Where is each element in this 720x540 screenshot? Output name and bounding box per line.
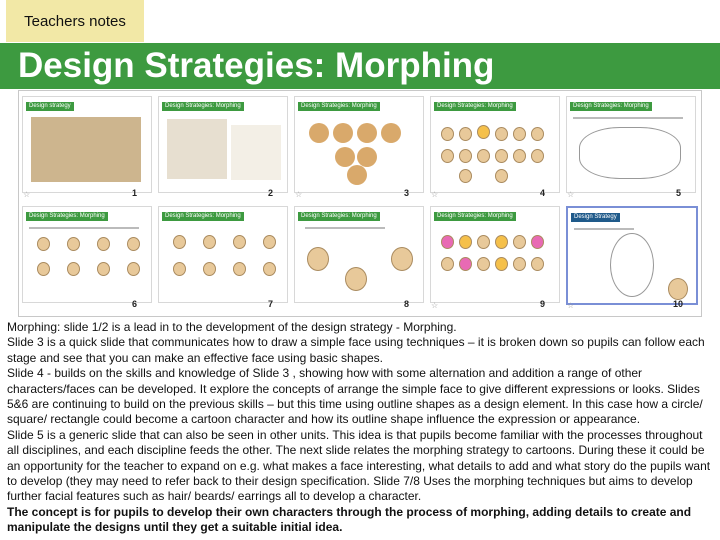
text-line [573, 117, 683, 119]
slide-title: Design Strategies: Morphing [298, 212, 380, 221]
teacher-notes-body [7, 320, 713, 536]
slide-title: Design Strategies: Morphing [162, 102, 244, 111]
note-paragraph: Slide 5 is a generic slide that can also be seen in other units. This idea is that pupils become familiar with the processes throughout all disciplines, and each discipline feeds the other. The next slide relates the morphing strategy to cartoons. During these it could be an opportunity for the teacher to expand on e.g. what makes a face interesting, what details to add and what story do the pupils want to develop (they may need to refer back to their design specification. Slide 7/8 Uses the morphing techniques but aims to develop further facial features such as hair/ beards/ earrings all to develop a character. [7, 427, 711, 504]
slide-thumbnail-7[interactable] [158, 206, 288, 303]
slide-number: 9 [540, 299, 546, 309]
face-shape [381, 123, 401, 143]
transition-icon: ☆ [295, 190, 303, 199]
face-icon [203, 235, 216, 249]
slide-thumbnail-4[interactable] [430, 96, 560, 193]
transition-icon: ☆ [431, 190, 439, 199]
face-icon [459, 169, 472, 183]
slide-image [231, 125, 281, 180]
slide-thumbnail-8[interactable] [294, 206, 424, 303]
face-icon [459, 127, 472, 141]
face-icon [459, 149, 472, 163]
slide-number: 10 [673, 299, 684, 309]
face-icon [531, 149, 544, 163]
slide-thumbnail-10[interactable] [566, 206, 698, 305]
face-icon [531, 235, 544, 249]
face-icon [441, 127, 454, 141]
slide-number: 3 [404, 188, 410, 198]
face-icon [668, 278, 688, 300]
face-icon [263, 235, 276, 249]
face-icon [495, 235, 508, 249]
face-icon [531, 257, 544, 271]
transition-icon: ☆ [567, 301, 575, 310]
slide-thumbnail-9[interactable] [430, 206, 560, 303]
face-icon [37, 237, 50, 251]
text-line [305, 227, 385, 229]
slide-title: Design Strategies: Morphing [162, 212, 244, 221]
face-icon [477, 257, 490, 271]
face-icon [67, 262, 80, 276]
slide-number: 4 [540, 188, 546, 198]
conclusion-paragraph: The concept is for pupils to develop their own characters through the process of morphing, adding details to create and manipulate the designs until they get a suitable initial idea. [7, 504, 692, 535]
face-icon [459, 235, 472, 249]
note-paragraph: Slide 3 is a quick slide that communicates how to draw a simple face using techniques – it is broken down so pupils can follow each stage and see that you can make an effective face using basic shapes. [7, 335, 705, 365]
slide-title: Design Strategies: Morphing [434, 212, 516, 221]
face-shape [357, 123, 377, 143]
text-line [574, 228, 634, 230]
slide-title: Design Strategies: Morphing [26, 212, 108, 221]
text-line [29, 227, 139, 229]
face-icon [495, 127, 508, 141]
slide-sorter [18, 90, 702, 317]
face-icon [513, 127, 526, 141]
face-icon [513, 235, 526, 249]
face-icon [233, 262, 246, 276]
slide-title: Design strategy [26, 102, 74, 111]
face-shape [347, 165, 367, 185]
note-paragraph: Slide 4 - builds on the skills and knowledge of Slide 3 , showing how with some alternation and addition a range of other characters/faces can be developed. It explore the concepts of arrange the simple face to give different expressions or looks. Slides 5&6 are continuing to build on the previous skills – but this time using outline shapes as a design element. In this case how a circle/ square/ rectangle could become a cartoon character and how its outline shape influence the expression or appearance. [7, 366, 703, 427]
face-icon [345, 267, 367, 291]
face-icon [441, 257, 454, 271]
slide-number: 8 [404, 299, 410, 309]
face-icon [127, 262, 140, 276]
face-icon [441, 235, 454, 249]
transition-icon: ☆ [23, 190, 31, 199]
face-shape [309, 123, 329, 143]
slide-thumbnail-5[interactable] [566, 96, 696, 193]
oval-diagram [610, 233, 654, 297]
slide-thumbnail-6[interactable] [22, 206, 152, 303]
slide-title: Design Strategies: Morphing [570, 102, 652, 111]
slide-title: Design Strategy [571, 213, 620, 222]
face-icon [513, 149, 526, 163]
face-icon [441, 149, 454, 163]
face-icon [477, 125, 490, 139]
face-icon [203, 262, 216, 276]
face-shape [335, 147, 355, 167]
slide-number: 7 [268, 299, 274, 309]
face-icon [173, 235, 186, 249]
face-shape [357, 147, 377, 167]
face-icon [233, 235, 246, 249]
slide-number: 5 [676, 188, 682, 198]
page-title: Design Strategies: Morphing [18, 46, 495, 85]
process-diagram [579, 127, 681, 179]
slide-thumbnail-1[interactable] [22, 96, 152, 193]
face-icon [495, 149, 508, 163]
face-icon [477, 149, 490, 163]
face-icon [513, 257, 526, 271]
face-icon [37, 262, 50, 276]
face-icon [97, 262, 110, 276]
face-icon [531, 127, 544, 141]
note-paragraph: Morphing: slide 1/2 is a lead in to the development of the design strategy - Morphing. [7, 320, 457, 334]
face-icon [97, 237, 110, 251]
face-icon [67, 237, 80, 251]
face-icon [477, 235, 490, 249]
face-icon [173, 262, 186, 276]
teachers-notes-tag: Teachers notes [6, 0, 144, 42]
slide-title: Design Strategies: Morphing [434, 102, 516, 111]
face-shape [333, 123, 353, 143]
slide-image [167, 119, 227, 179]
face-icon [263, 262, 276, 276]
face-icon [391, 247, 413, 271]
slide-number: 6 [132, 299, 138, 309]
face-icon [127, 237, 140, 251]
face-icon [495, 257, 508, 271]
slide-thumbnail-3[interactable] [294, 96, 424, 193]
face-icon [459, 257, 472, 271]
slide-image [31, 117, 141, 182]
transition-icon: ☆ [567, 190, 575, 199]
slide-number: 1 [132, 188, 138, 198]
slide-title: Design Strategies: Morphing [298, 102, 380, 111]
face-icon [307, 247, 329, 271]
slide-thumbnail-2[interactable] [158, 96, 288, 193]
face-icon [495, 169, 508, 183]
transition-icon: ☆ [431, 301, 439, 310]
slide-number: 2 [268, 188, 274, 198]
